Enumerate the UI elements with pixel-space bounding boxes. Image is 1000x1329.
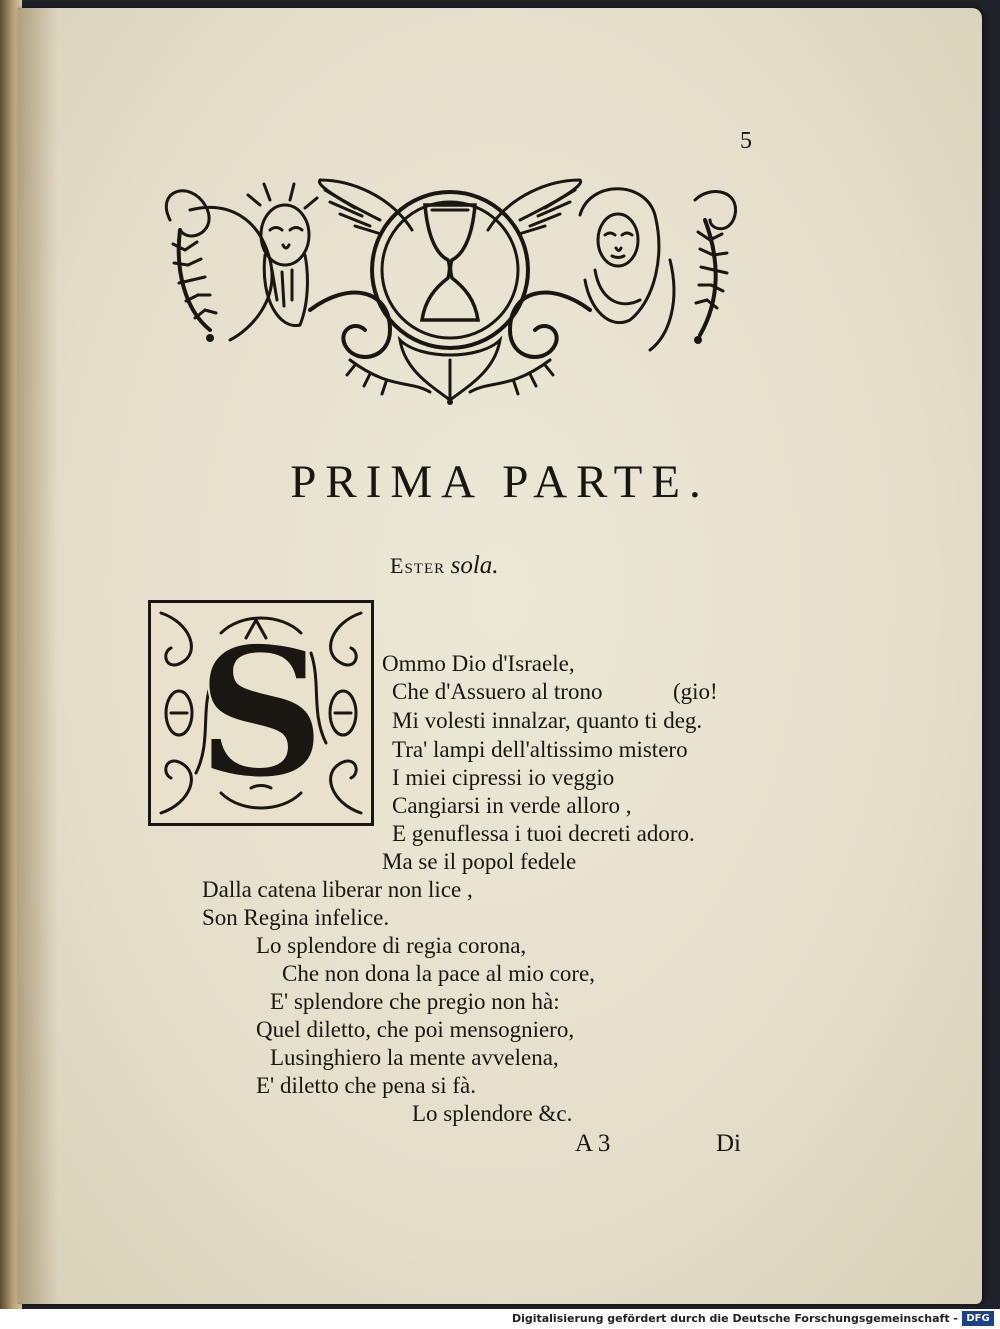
footer-bar xyxy=(0,1309,1000,1329)
initial-ornament-illustration xyxy=(151,603,371,823)
verse-line: (gio! xyxy=(673,679,718,704)
verse-line: Ommo Dio d'Israele, xyxy=(382,651,575,676)
verse-line: E' splendore che pregio non hà: xyxy=(270,989,560,1014)
verse-line: Son Regina infelice. xyxy=(202,905,390,930)
drop-cap-letter: S xyxy=(196,608,326,817)
verse-line: E genuflessa i tuoi decreti adoro. xyxy=(392,821,695,846)
verse-line: Dalla catena liberar non lice , xyxy=(202,877,473,902)
verse-line: Lusinghiero la mente avvelena, xyxy=(270,1045,559,1070)
verse-line: Che non dona la pace al mio core, xyxy=(282,961,595,986)
verse-line: I miei cipressi io veggio xyxy=(392,765,615,790)
verse-line: Mi volesti innalzar, quanto ti deg. xyxy=(392,708,703,733)
speaker-heading xyxy=(390,552,499,580)
page-number: 5 xyxy=(740,128,752,154)
verse-line: Lo splendore &c. xyxy=(412,1101,573,1126)
verse-line: Cangiarsi in verde alloro , xyxy=(392,793,632,818)
verse-line: E' diletto che pena si fà. xyxy=(256,1073,477,1098)
speaker-stage-note: sola. xyxy=(450,552,499,579)
dfg-logo: DFG xyxy=(962,1311,994,1326)
woodcut-headpiece-illustration xyxy=(150,160,750,410)
section-title: PRIMA PARTE. xyxy=(290,456,710,508)
speaker-name: Ester xyxy=(390,553,446,578)
verse-line: Che d'Assuero al trono xyxy=(392,679,603,704)
verse-line: Lo splendore di regia corona, xyxy=(256,933,527,958)
verse-line: Tra' lampi dell'altissimo mistero xyxy=(392,737,688,762)
decorated-initial xyxy=(148,600,374,826)
footer-credit: Digitalisierung gefördert durch die Deutsche Forschungsgemeinschaft - xyxy=(511,1312,958,1325)
catchword: Di xyxy=(716,1130,741,1157)
verse-line: Quel diletto, che poi mensogniero, xyxy=(256,1017,575,1042)
signature-mark: A 3 xyxy=(575,1130,611,1157)
verse-line: Ma se il popol fedele xyxy=(382,849,577,874)
